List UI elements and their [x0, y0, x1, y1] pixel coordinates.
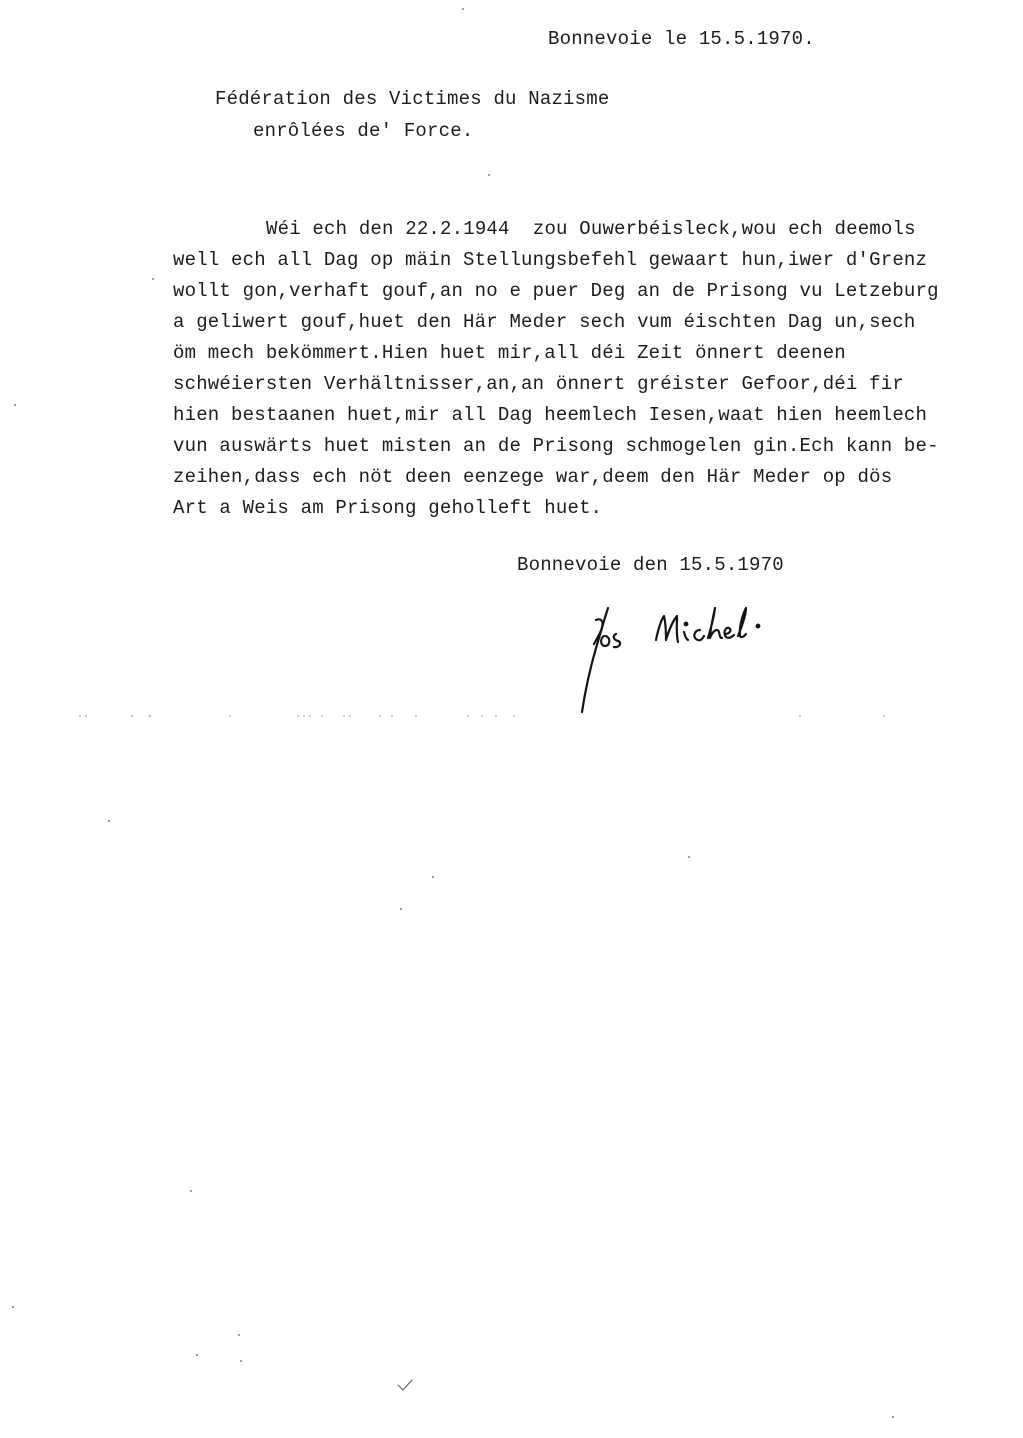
body-line: hien bestaanen huet,mir all Dag heemlech Iesen,waat hien heemlech [173, 404, 928, 426]
body-line: öm mech bekömmert.Hien huet mir,all déi Zeit önnert deenen [173, 342, 846, 364]
recipient-line-1: Fédération des Victimes du Nazisme [215, 88, 610, 110]
body-line: wollt gon,verhaft gouf,an no e puer Deg an de Prisong vu Letzeburg [173, 280, 939, 302]
scan-artifact-dots [70, 714, 900, 718]
recipient-line-2: enrôlées de' Force. [253, 120, 474, 142]
letter-body [173, 214, 939, 524]
scan-speck [12, 1306, 14, 1308]
scan-speck [688, 856, 690, 858]
scan-speck [108, 820, 110, 822]
body-line: Wéi ech den 22.2.1944 zou Ouwerbéisleck,wou ech deemols [266, 218, 916, 240]
scan-speck [892, 1416, 894, 1418]
date-header: Bonnevoie le 15.5.1970. [548, 28, 815, 50]
date-signature-line: Bonnevoie den 15.5.1970 [517, 554, 784, 576]
scan-speck [240, 1360, 242, 1362]
scan-speck [400, 908, 402, 910]
scan-speck [190, 1190, 192, 1192]
handwritten-signature [574, 600, 774, 720]
scan-speck [152, 278, 154, 280]
scan-speck [14, 404, 16, 406]
scan-speck [238, 1334, 240, 1336]
body-line: well ech all Dag op mäin Stellungsbefehl gewaart hun,iwer d'Grenz [173, 249, 928, 271]
body-line: Art a Weis am Prisong geholleft huet. [173, 497, 603, 519]
body-line: schwéiersten Verhältnisser,an,an önnert gréister Gefoor,déi fir [173, 373, 904, 395]
scan-speck [488, 174, 490, 176]
body-line: a geliwert gouf,huet den Här Meder sech vum éischten Dag un,sech [173, 311, 916, 333]
body-line: zeihen,dass ech nöt deen eenzege war,deem den Här Meder op dös [173, 466, 893, 488]
scan-speck [196, 1354, 198, 1356]
body-line: vun auswärts huet misten an de Prisong schmogelen gin.Ech kann be- [173, 435, 939, 457]
scan-speck [432, 876, 434, 878]
scan-speck [462, 8, 464, 10]
check-mark-icon [396, 1378, 414, 1392]
